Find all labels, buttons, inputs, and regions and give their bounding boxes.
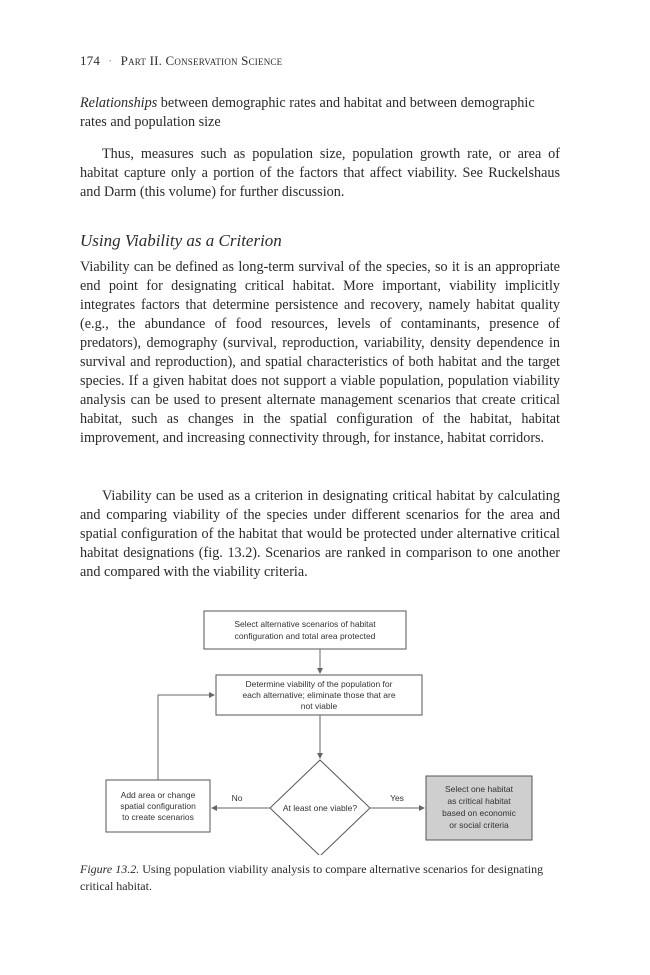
- part-title: Part II. Conservation Science: [120, 53, 283, 68]
- figure-13-2-flowchart: [90, 605, 560, 855]
- label-yes: Yes: [390, 793, 404, 803]
- decision-label: At least one viable?: [282, 803, 358, 813]
- box-result-line-2: as critical habitat: [447, 796, 511, 806]
- box-result-line-1: Select one habitat: [444, 784, 514, 794]
- running-head-separator: ·: [108, 53, 113, 68]
- section-heading: Using Viability as a Criterion: [80, 231, 282, 250]
- paragraph-viability-criterion: Viability can be used as a criterion in designating critical habitat by calculating and comparing viability of the species under different scenarios for the area and spatial configuration of the habitat that would be protected under alternative critical habitat designations (fig. 13.2). Scenarios are ranked in comparison to one another and compared with the viability criteria.: [80, 488, 560, 580]
- paragraph-viability-definition: Viability can be defined as long-term survival of the species, so it is an appropriate end point for designating critical habitat. More important, viability implicitly integrates factors that determine persistence and recovery, namely habitat quality (e.g., the abundance of food resources, levels of contaminants, presence of predators), demography (survival, reproduction, variability, density dependence in survival and reproduction), and spatial characteristics of both habitat and the target species. If a given habitat does not support a viable population, population viability analysis can be used to present alternate management scenarios that create critical habitat, such as changes in the spatial configuration of the habitat, habitat improvement, and increasing connectivity through, for instance, habitat corridors.: [80, 259, 560, 446]
- box-result-line-3: based on economic: [442, 808, 516, 818]
- box-determine-line-2: each alternative; eliminate those that are: [242, 690, 396, 700]
- relationships-text: between demographic rates and habitat and between demographic rates and population size: [80, 95, 535, 130]
- relationships-italic: Relationships: [80, 95, 158, 111]
- box-add-line-2: spatial configuration: [120, 801, 196, 811]
- box-select-line-2: configuration and total area protected: [234, 631, 376, 641]
- box-select-scenarios: [204, 611, 406, 649]
- box-determine-line-1: Determine viability of the population for: [245, 679, 393, 689]
- box-result-line-4: or social criteria: [449, 820, 509, 830]
- running-head: [80, 53, 282, 69]
- flowchart-svg: [90, 605, 560, 855]
- box-determine-line-3: not viable: [300, 701, 338, 711]
- box-select-line-1: Select alternative scenarios of habitat: [234, 619, 376, 629]
- figure-caption: [80, 861, 560, 895]
- paragraph-relationships: [80, 94, 560, 132]
- label-no: No: [231, 793, 243, 803]
- paragraph-thus: Thus, measures such as population size, population growth rate, or area of habitat capture only a portion of the factors that affect viability. See Ruckelshaus and Darm (this volume) for further discussion.: [80, 146, 560, 200]
- box-add-line-1: Add area or change: [120, 790, 196, 800]
- page-number: 174: [80, 53, 101, 68]
- box-add-line-3: to create scenarios: [122, 812, 194, 822]
- arrow-feedback-loop: [158, 695, 214, 780]
- caption-text: Using population viability analysis to compare alternative scenarios for designating critical habitat.: [80, 862, 544, 893]
- caption-label: Figure 13.2.: [80, 862, 140, 876]
